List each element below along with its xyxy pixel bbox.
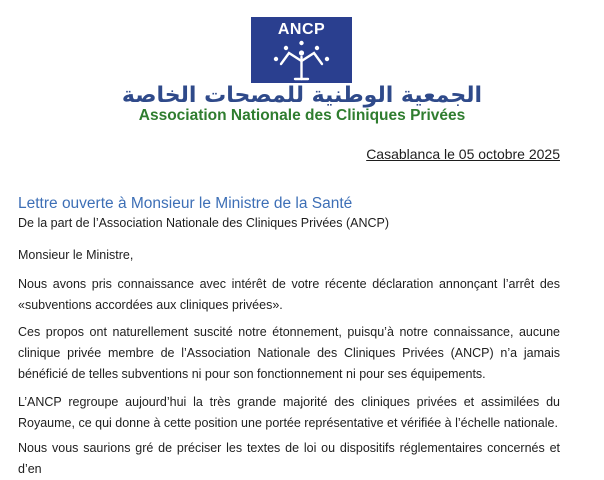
letter-title: Lettre ouverte à Monsieur le Ministre de la Santé (18, 195, 353, 212)
paragraph: Nous avons pris connaissance avec intérêt de votre récente déclaration annonçant l’arrêt des «subventions accordées aux cliniques privées». (18, 277, 560, 312)
letter-subtitle: De la part de l’Association Nationale des Cliniques Privées (ANCP) (18, 216, 390, 230)
association-name: Association Nationale des Cliniques Privées (138, 107, 466, 124)
paragraph: Ces propos ont naturellement suscité notre étonnement, puisqu’à notre connaissance, aucune clinique privée membre de l’Association Nationale des Cliniques Privées (ANCP) n’a jamais bénéficié de telles subventions ni pour son fonctionnement ni pour ses équipements. (18, 325, 560, 381)
paragraph: L’ANCP regroupe aujourd’hui la très grande majorité des cliniques privées et assimilées du Royaume, ce qui donne à cette position une portée représentative et vérifiée à l’échelle nationale. (18, 395, 560, 430)
date-line: Casablanca le 05 octobre 2025 (366, 146, 560, 162)
salutation: Monsieur le Ministre, (18, 248, 134, 262)
ancp-logo (251, 17, 352, 83)
arabic-association-name: الجمعية الوطنية للمصحات الخاصة (121, 83, 483, 108)
logo-text: ANCP (277, 21, 326, 38)
logo-emblem-icon (251, 17, 352, 83)
paragraph: Nous vous saurions gré de préciser les textes de loi ou dispositifs réglementaires concernés et d’en (18, 441, 560, 476)
